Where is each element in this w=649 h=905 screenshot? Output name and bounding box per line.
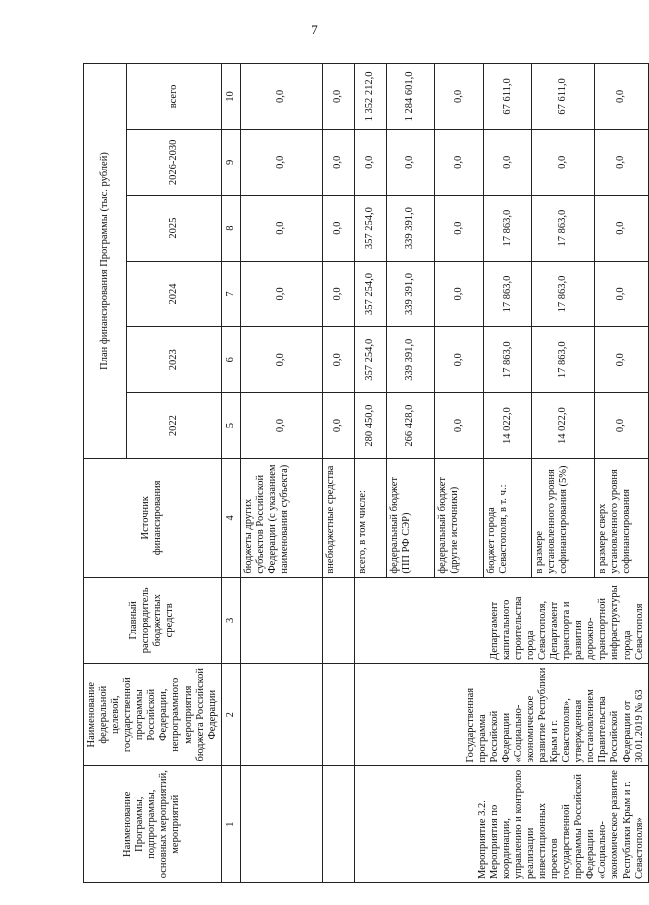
funding-source-cell: бюджеты других субъектов Российской Федерации (с указанием наименования субъекта) xyxy=(240,458,322,577)
header-measure-name: Наименование Программы, подпрограммы, основных мероприятий, мероприятий xyxy=(84,766,222,883)
program-name-cell: Государственная программа Российской Федерации «Социально-экономическое развитие Республики Крым и г. Севастополя», утвержденная постановлением Правительства Российской Федерации от 30.01.2019 № 63 xyxy=(354,663,648,766)
table-row xyxy=(240,64,322,883)
value-cell: 0,0 xyxy=(240,327,322,393)
value-cell: 1 284 601,0 xyxy=(386,64,435,130)
index-cell: 4 xyxy=(221,458,240,577)
header-year: 2026-2030 xyxy=(126,129,221,195)
value-cell: 0,0 xyxy=(322,393,354,459)
value-cell: 17 863,0 xyxy=(532,195,595,261)
index-row xyxy=(221,64,240,883)
value-cell: 0,0 xyxy=(435,129,484,195)
value-cell: 0,0 xyxy=(322,129,354,195)
value-cell: 0,0 xyxy=(595,64,648,130)
value-cell: 67 611,0 xyxy=(532,64,595,130)
value-cell: 357 254,0 xyxy=(354,327,386,393)
value-cell: 0,0 xyxy=(240,64,322,130)
value-cell: 17 863,0 xyxy=(483,327,532,393)
index-cell: 6 xyxy=(221,327,240,393)
value-cell: 339 391,0 xyxy=(386,261,435,327)
value-cell: 0,0 xyxy=(435,327,484,393)
financing-table xyxy=(83,63,649,883)
funding-source-cell: федеральный бюджет (ПП РФ СЭР) xyxy=(386,458,435,577)
value-cell: 0,0 xyxy=(595,327,648,393)
header-year: 2025 xyxy=(126,195,221,261)
funding-source-cell: внебюджетные средства xyxy=(322,458,354,577)
header-program-name: Наименование федеральной целевой, государственной программы Российской Федерации, непрограммного мероприятия бюджета Российской Федерации xyxy=(84,663,222,766)
page-number: 7 xyxy=(311,22,318,37)
index-cell: 3 xyxy=(221,577,240,663)
empty-cell xyxy=(322,766,354,883)
value-cell: 0,0 xyxy=(240,195,322,261)
header-year: 2022 xyxy=(126,393,221,459)
header-funding-source: Источник финансирования xyxy=(84,458,222,577)
measure-name-cell: Мероприятие 3.2. Мероприятия по координации, управлению и контролю реализации инвестиционных проектов государственной программы Российской Федерации «Социально-экономическое развитие Республики Крым и г. Севастополя» xyxy=(354,766,648,883)
value-cell: 0,0 xyxy=(322,261,354,327)
index-cell: 1 xyxy=(221,766,240,883)
empty-cell xyxy=(322,663,354,766)
value-cell: 14 022,0 xyxy=(532,393,595,459)
financing-table-rotated xyxy=(83,63,645,883)
value-cell: 0,0 xyxy=(435,261,484,327)
funding-source-cell: бюджет города Севастополя, в т. ч.: xyxy=(483,458,532,577)
funding-source-cell: в размере установленного уровня софинансирования (5%) xyxy=(532,458,595,577)
value-cell: 17 863,0 xyxy=(532,261,595,327)
value-cell: 357 254,0 xyxy=(354,195,386,261)
funding-source-cell: в размере сверх установленного уровня софинансирования xyxy=(595,458,648,577)
header-year: 2023 xyxy=(126,327,221,393)
value-cell: 0,0 xyxy=(483,129,532,195)
value-cell: 280 450,0 xyxy=(354,393,386,459)
value-cell: 339 391,0 xyxy=(386,195,435,261)
value-cell: 0,0 xyxy=(386,129,435,195)
empty-cell xyxy=(322,577,354,663)
value-cell: 0,0 xyxy=(322,195,354,261)
value-cell: 0,0 xyxy=(322,327,354,393)
value-cell: 0,0 xyxy=(322,64,354,130)
header-budget-manager: Главный распорядитель бюджетных средств xyxy=(84,577,222,663)
header-total: всего xyxy=(126,64,221,130)
value-cell: 0,0 xyxy=(435,64,484,130)
index-cell: 10 xyxy=(221,64,240,130)
empty-cell xyxy=(240,663,322,766)
header-year: 2024 xyxy=(126,261,221,327)
value-cell: 357 254,0 xyxy=(354,261,386,327)
index-cell: 8 xyxy=(221,195,240,261)
value-cell: 0,0 xyxy=(595,261,648,327)
funding-source-cell: федеральный бюджет (другие источники) xyxy=(435,458,484,577)
value-cell: 17 863,0 xyxy=(483,261,532,327)
budget-manager-cell: Департамент капитального строительства города Севастополя, Департамент транспорта и развития дорожно-транспортной инфраструктуры города Севастополя xyxy=(354,577,648,663)
empty-cell xyxy=(240,766,322,883)
index-cell: 9 xyxy=(221,129,240,195)
table-row xyxy=(322,64,354,883)
index-cell: 2 xyxy=(221,663,240,766)
value-cell: 0,0 xyxy=(354,129,386,195)
value-cell: 1 352 212,0 xyxy=(354,64,386,130)
value-cell: 17 863,0 xyxy=(483,195,532,261)
value-cell: 0,0 xyxy=(435,195,484,261)
empty-cell xyxy=(240,577,322,663)
value-cell: 0,0 xyxy=(435,393,484,459)
value-cell: 0,0 xyxy=(595,129,648,195)
value-cell: 17 863,0 xyxy=(532,327,595,393)
value-cell: 266 428,0 xyxy=(386,393,435,459)
header-row-1 xyxy=(84,64,127,883)
funding-source-cell: всего, в том числе: xyxy=(354,458,386,577)
index-cell: 5 xyxy=(221,393,240,459)
value-cell: 339 391,0 xyxy=(386,327,435,393)
value-cell: 0,0 xyxy=(240,393,322,459)
index-cell: 7 xyxy=(221,261,240,327)
value-cell: 14 022,0 xyxy=(483,393,532,459)
table-row xyxy=(354,64,386,883)
value-cell: 0,0 xyxy=(240,261,322,327)
value-cell: 67 611,0 xyxy=(483,64,532,130)
value-cell: 0,0 xyxy=(240,129,322,195)
value-cell: 0,0 xyxy=(595,393,648,459)
header-plan-title: План финансирования Программы (тыс. рублей) xyxy=(84,64,127,459)
value-cell: 0,0 xyxy=(532,129,595,195)
value-cell: 0,0 xyxy=(595,195,648,261)
